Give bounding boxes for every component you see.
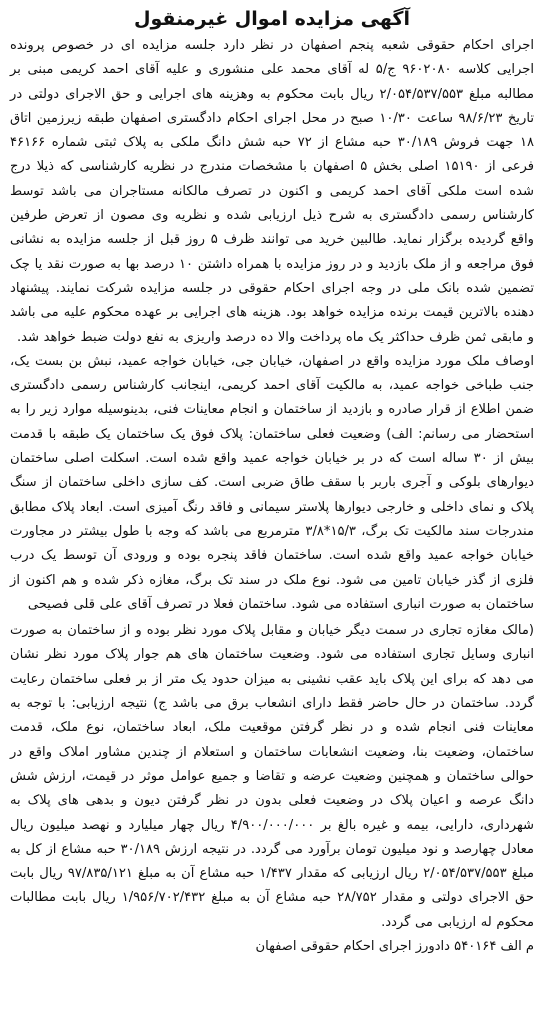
notice-paragraph-property-description: اوصاف ملک مورد مزایده واقع در اصفهان، خیابان جی، خیابان خواجه عمید، نبش بن بست یک، جنب طباخی خواجه عمید، به مالکیت آقای احمد کریمی، اینجانب کارشناس رسمی دادگستری ضمن اطلاع از قرار صادره و بازدید از ساختمان و انجام معاینات فنی، بدینوسیله موارد زیر را به استحضار می رسانم: الف) وضعیت فعلی ساختمان: پلاک فوق یک ساختمان یک طبقه با قدمت بیش از ۳۰ ساله است که در بر خیابان خواجه عمید واقع شده است. اسکلت اصلی ساختمان دیوارهای بلوکی و آجری باربر با سقف طاق ضربی است. کف سازی داخلی ساختمان از سنگ پلاک و نمای داخلی و خارجی دیوارها پلاستر سیمانی و فاقد رنگ آمیزی است. ابعاد پلاک مطابق مندرجات سند مالکیت تک برگ، ۱۵/۳*۳/۸ مترمربع می باشد که وجه با طول بیشتر در مجاورت خیابان خواجه عمید واقع شده است. ساختمان فاقد پنجره بوده و ورودی آن توسط یک درب فلزی از گذر خیابان تامین می شود. نوع ملک در سند تک برگ، مغازه ذکر شده و هم اکنون از ساختمان به صورت انباری استفاده می شود. ساختمان فعلا در تصرف آقای علی قلی فصیحی <box>10 353 535 612</box>
notice-paragraph-valuation: (مالک مغازه تجاری در سمت دیگر خیابان و مقابل پلاک مورد نظر بوده و از ساختمان به صورت انباری وسایل تجاری استفاده می شود. وضعیت ساختمان های هم جوار پلاک مورد نظر نشان می دهد که برای این پلاک باید عقب نشینی به میزان حدود یک متر از بر فعلی ساختمان رعایت گردد. ساختمان در حال حاضر فقط دارای انشعاب برق می باشد ج) نتیجه ارزیابی: با توجه به معاینات فنی انجام شده و در نظر گرفتن موقعیت ملک، ابعاد ساختمان، نوع ملک، قدمت ساختمان، وضعیت بنا، وضعیت انشعابات ساختمان و استعلام از چندین مشاور املاک واقع در حوالی ساختمان و همچنین وضعیت عرضه و تقاضا و جمیع عوامل موثر در قیمت، ارزش شش دانگ عرصه و اعیان پلاک در وضعیت فعلی بدون در نظر گرفتن دیون و بدهی های پلاک به شهرداری، دارایی، بیمه و غیره بالغ بر ۴/۹۰۰/۰۰۰/۰۰۰ ریال چهار میلیارد و نهصد میلیون ریال معادل چهارصد و نود میلیون تومان برآورد می گردد. در نتیجه ارزش ۳۰/۱۸۹ حبه مشاع از کل به مبلغ ۲/۰۵۴/۵۳۷/۵۵۳ ریال ارزیابی که مقدار ۱/۴۳۷ حبه مشاع آن به مبلغ ۹۷/۸۳۵/۱۲۱ ریال بابت حق الاجرای دولتی و مقدار ۲۸/۷۵۲ حبه مشاع آن به مبلغ ۱/۹۵۶/۷۰۲/۴۳۲ ریال بابت مطالبات محکوم له ارزیابی می گردد. <box>10 623 534 930</box>
notice-title: آگهی مزایده اموال غیرمنقول <box>134 8 410 30</box>
notice-footer-signature: م الف ۵۴۰۱۶۴ دادورز اجرای احکام حقوقی اصفهان <box>255 938 534 954</box>
notice-paragraph-intro: اجرای احکام حقوقی شعبه پنجم اصفهان در نظر دارد جلسه مزایده ای در خصوص پرونده اجرایی کلاسه ۹۶۰۲۰۸۰ ج/۵ له آقای محمد علی منشوری و علیه آقای احمد کریمی مبنی بر مطالبه مبلغ ۲/۰۵۴/۵۳۷/۵۵۳ ریال بابت محکوم به وهزینه های اجرایی و حق الاجرای دولتی در تاریخ ۹۸/۶/۲۳ ساعت ۱۰/۳۰ صبح در محل اجرای احکام دادگستری اصفهان طبقه زیرزمین اتاق ۱۸ جهت فروش ۳۰/۱۸۹ حبه مشاع از ۷۲ حبه شش دانگ ملکی به پلاک ثبتی شماره ۴۶۱۶۶ فرعی از ۱۵۱۹۰ اصلی بخش ۵ اصفهان با مشخصات مندرج در نظریه کارشناسی که ذیلا درج شده است ملکی آقای احمد کریمی و اکنون در تصرف مالکانه مستاجران می باشد توسط کارشناس رسمی دادگستری به شرح ذیل ارزیابی شده و نظریه وی مصون از تعرض طرفین واقع گردیده برگزار نماید. طالبین خرید می توانند ظرف ۵ روز قبل از جلسه مزایده به نشانی فوق مراجعه و از ملک بازدید و در روز مزایده با همراه داشتن ۱۰ درصد بها به صورت نقد یا چک تضمین شده بانک ملی در وجه اجرای احکام حقوقی در جلسه مزایده شرکت نمایند. پیشنهاد دهنده بالاترین قیمت برنده مزایده خواهد بود. هزینه های اجرایی بر عهده محکوم علیه می باشد و مابقی ثمن ظرف حداکثر یک ماه پرداخت والا ده درصد واریزی به نفع دولت ضبط خواهد شد. <box>10 38 535 345</box>
